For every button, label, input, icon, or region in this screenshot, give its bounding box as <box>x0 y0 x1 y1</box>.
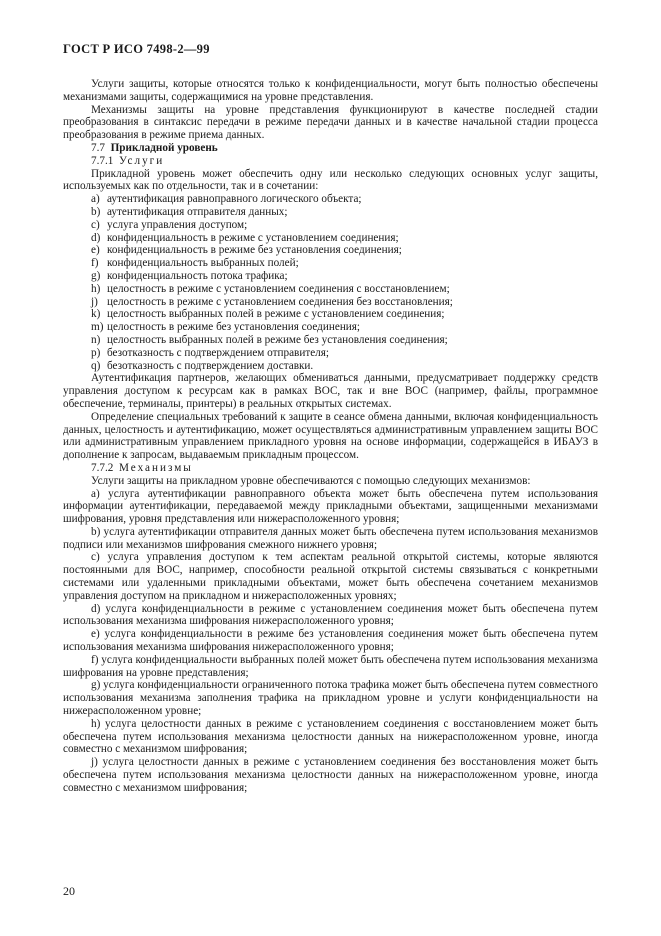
list-item-letter: m) <box>91 321 104 334</box>
mechanism-paragraph: c) услуга управления доступом к тем аспектам реальной открытой системы, которые являются постоянными для ВОС, например, способности реальной открытой системы связываться с конкретными системами или удаленными прикладными объектами, может быть обеспечена сочетанием механизмов управления доступом на прикладном и нижерасположенных уровнях; <box>63 551 598 602</box>
list-item <box>63 206 598 219</box>
list-item-text: услуга управления доступом; <box>107 218 248 231</box>
services-list <box>63 193 598 372</box>
list-item-text: целостность выбранных полей в режиме без установления соединения; <box>107 333 448 346</box>
list-item <box>63 347 598 360</box>
list-item-letter: p) <box>91 346 101 359</box>
section-title: Прикладной уровень <box>110 141 218 154</box>
list-item-text: безотказность с подтверждением доставки. <box>107 359 314 372</box>
list-item-letter: e) <box>91 244 100 257</box>
list-item-letter: b) <box>91 205 101 218</box>
list-item-letter: n) <box>91 333 101 346</box>
list-item-letter: k) <box>91 308 101 321</box>
paragraph: Определение специальных требований к защите в сеансе обмена данными, включая конфиденциальность данных, целостность и аутентификацию, может осуществляться административным управлением защиты ВОС или административным управлением прикладного уровня на основе информации, содержащейся в ИБАУЗ в дополнение к запросам, выдаваемым прикладным процессом. <box>63 410 598 462</box>
list-item-letter: j) <box>91 295 98 308</box>
mechanism-paragraph: f) услуга конфиденциальности выбранных полей может быть обеспечена путем использования механизма шифрования на уровне представления; <box>63 653 598 679</box>
list-item <box>63 244 598 257</box>
mechanism-paragraph: d) услуга конфиденциальности в режиме с установлением соединения может быть обеспечена путем использования механизма шифрования нижерасположенного уровня; <box>63 602 598 628</box>
list-item-letter: h) <box>91 282 101 295</box>
list-item <box>63 308 598 321</box>
list-item <box>63 360 598 373</box>
paragraph: Прикладной уровень может обеспечить одну или несколько следующих основных услуг защиты, используемых как по отдельности, так и в сочетании: <box>63 167 598 193</box>
mechanism-paragraph: b) услуга аутентификации отправителя данных может быть обеспечена путем использования механизмов подписи или механизмов шифрования смежного нижнего уровня; <box>63 525 598 551</box>
list-item <box>63 219 598 232</box>
section-title: Механизмы <box>118 461 193 474</box>
list-item <box>63 193 598 206</box>
list-item-text: целостность в режиме с установлением соединения без восстановления; <box>107 295 453 308</box>
section-heading-7-7-1 <box>63 155 598 168</box>
section-number: 7.7.2 <box>91 461 114 474</box>
mechanism-paragraph: h) услуга целостности данных в режиме с установлением соединения с восстановлением может быть обеспечена путем использования механизма целостности данных на нижерасположенном уровне, иногда совместно с механизмом шифрования; <box>63 717 598 756</box>
section-number: 7.7.1 <box>91 154 114 167</box>
list-item <box>63 270 598 283</box>
paragraph: Механизмы защиты на уровне представления функционируют в качестве последней стадии преобразования в синтаксис передачи в режиме передачи данных и в качестве начальной стадии процесса преобразования в режиме приема данных. <box>63 103 598 142</box>
list-item-text: аутентификация равноправного логического объекта; <box>107 193 362 206</box>
mechanism-paragraph: j) услуга целостности данных в режиме с установлением соединения без восстановления может быть обеспечена путем использования механизма целостности данных на нижерасположенном уровне, иногда совместно с механизмом шифрования; <box>63 756 598 794</box>
list-item <box>63 257 598 270</box>
mechanism-paragraph: g) услуга конфиденциальности ограниченного потока трафика может быть обеспечена путем совместного использования механизма заполнения трафика на прикладном уровне и услуги конфиденциальности на нижерасположенном уровне; <box>63 679 598 718</box>
list-item-letter: g) <box>91 269 101 282</box>
list-item-letter: d) <box>91 231 101 244</box>
list-item-text: аутентификация отправителя данных; <box>107 205 288 218</box>
list-item-text: безотказность с подтверждением отправителя; <box>107 346 330 359</box>
list-item-letter: q) <box>91 359 101 372</box>
list-item-text: целостность выбранных полей в режиме с установлением соединения; <box>107 308 445 321</box>
paragraph: Услуги защиты на прикладном уровне обеспечиваются с помощью следующих механизмов: <box>91 474 531 487</box>
list-item-letter: c) <box>91 218 100 231</box>
mechanisms-list <box>63 488 598 795</box>
list-item <box>63 232 598 245</box>
list-item-letter: a) <box>91 193 100 206</box>
section-title: Услуги <box>118 154 165 167</box>
section-heading-7-7-2 <box>63 462 598 475</box>
section-number: 7.7 <box>91 141 105 154</box>
list-item-text: конфиденциальность потока трафика; <box>107 269 288 282</box>
list-item <box>63 283 598 296</box>
list-item-text: конфиденциальность в режиме без установления соединения; <box>107 244 402 257</box>
section-heading-7-7 <box>63 142 598 155</box>
mechanism-paragraph: e) услуга конфиденциальности в режиме без установления соединения может быть обеспечена путем использования механизма шифрования нижерасположенного уровня; <box>63 628 598 654</box>
mechanism-paragraph: a) услуга аутентификации равноправного объекта может быть обеспечена путем использования информации аутентификации, передаваемой между прикладными объектами, защищенными механизмами шифрования, уровня представления или нижерасположенного уровня; <box>63 487 598 526</box>
list-item-text: целостность в режиме с установлением соединения с восстановлением; <box>107 282 450 295</box>
list-item <box>63 334 598 347</box>
list-item-text: конфиденциальность в режиме с установлением соединения; <box>107 231 399 244</box>
list-item <box>63 321 598 334</box>
list-item-letter: f) <box>91 257 99 270</box>
paragraph: Аутентификация партнеров, желающих обмениваться данными, предусматривает поддержку средств управления доступом к ресурсам как в рамках ВОС, так и вне ВОС (например, файлы, программное обеспечение, терминалы, принтеры) в реальных открытых системах. <box>63 372 598 410</box>
list-item-text: целостность в режиме без установления соединения; <box>107 321 361 334</box>
paragraph: Услуги защиты, которые относятся только к конфиденциальности, могут быть полностью обеспечены механизмами защиты, содержащимися на уровне представления. <box>63 78 598 103</box>
list-item <box>63 296 598 309</box>
standard-header: ГОСТ Р ИСО 7498-2—99 <box>63 42 210 56</box>
page-body <box>63 78 598 795</box>
page-number: 20 <box>63 884 75 898</box>
list-item-text: конфиденциальность выбранных полей; <box>107 257 299 270</box>
